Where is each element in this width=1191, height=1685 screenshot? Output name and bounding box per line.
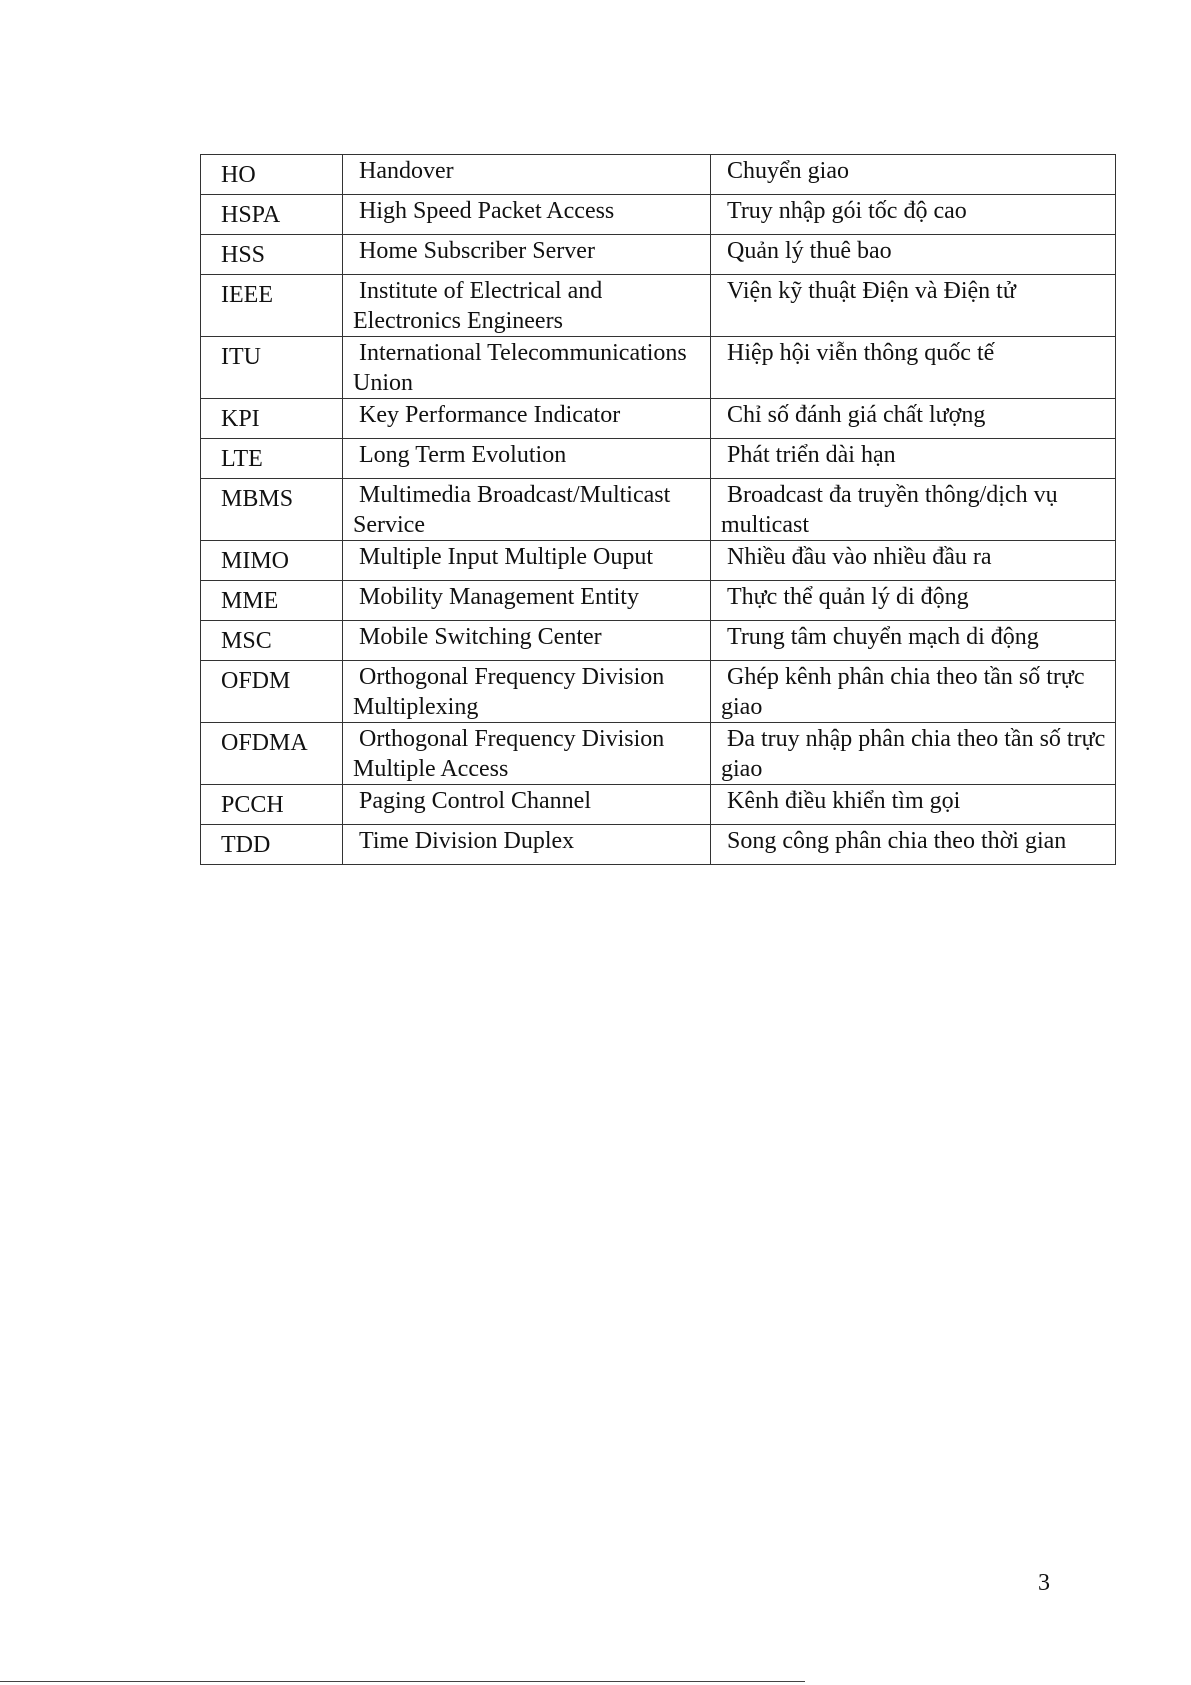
table-row xyxy=(201,581,1116,621)
vietnamese-term-cell: Chỉ số đánh giá chất lượng xyxy=(711,399,1116,439)
abbreviation-table xyxy=(200,154,1116,865)
abbreviation-cell: TDD xyxy=(201,825,343,865)
abbreviation-cell: KPI xyxy=(201,399,343,439)
abbreviation-cell: HO xyxy=(201,155,343,195)
table-row xyxy=(201,399,1116,439)
abbreviation-cell: MME xyxy=(201,581,343,621)
english-term-cell: Orthogonal Frequency Division Multiple Access xyxy=(343,723,711,785)
abbreviation-cell: HSPA xyxy=(201,195,343,235)
english-term-cell: Institute of Electrical and Electronics Engineers xyxy=(343,275,711,337)
table-row xyxy=(201,661,1116,723)
vietnamese-term-cell: Nhiều đầu vào nhiều đầu ra xyxy=(711,541,1116,581)
vietnamese-term-cell: Viện kỹ thuật Điện và Điện tử xyxy=(711,275,1116,337)
english-term-cell: Mobility Management Entity xyxy=(343,581,711,621)
table-row xyxy=(201,195,1116,235)
vietnamese-term-cell: Song công phân chia theo thời gian xyxy=(711,825,1116,865)
abbreviation-cell: LTE xyxy=(201,439,343,479)
table-row xyxy=(201,479,1116,541)
page-number: 3 xyxy=(1038,1570,1050,1596)
english-term-cell: Home Subscriber Server xyxy=(343,235,711,275)
abbreviation-cell: ITU xyxy=(201,337,343,399)
abbreviation-cell: OFDMA xyxy=(201,723,343,785)
english-term-cell: High Speed Packet Access xyxy=(343,195,711,235)
vietnamese-term-cell: Trung tâm chuyển mạch di động xyxy=(711,621,1116,661)
table-row xyxy=(201,155,1116,195)
english-term-cell: Handover xyxy=(343,155,711,195)
table-row xyxy=(201,621,1116,661)
table-row xyxy=(201,439,1116,479)
abbreviation-cell: MSC xyxy=(201,621,343,661)
table-row xyxy=(201,785,1116,825)
vietnamese-term-cell: Phát triển dài hạn xyxy=(711,439,1116,479)
vietnamese-term-cell: Đa truy nhập phân chia theo tần số trực giao xyxy=(711,723,1116,785)
english-term-cell: Multimedia Broadcast/Multicast Service xyxy=(343,479,711,541)
abbreviation-cell: MIMO xyxy=(201,541,343,581)
vietnamese-term-cell: Quản lý thuê bao xyxy=(711,235,1116,275)
abbreviation-cell: PCCH xyxy=(201,785,343,825)
vietnamese-term-cell: Kênh điều khiển tìm gọi xyxy=(711,785,1116,825)
vietnamese-term-cell: Hiệp hội viễn thông quốc tế xyxy=(711,337,1116,399)
vietnamese-term-cell: Broadcast đa truyền thông/dịch vụ multicast xyxy=(711,479,1116,541)
english-term-cell: Key Performance Indicator xyxy=(343,399,711,439)
english-term-cell: International Telecommunications Union xyxy=(343,337,711,399)
abbreviation-table-body xyxy=(201,155,1116,865)
table-row xyxy=(201,337,1116,399)
abbreviation-cell: MBMS xyxy=(201,479,343,541)
table-row xyxy=(201,275,1116,337)
english-term-cell: Multiple Input Multiple Ouput xyxy=(343,541,711,581)
english-term-cell: Orthogonal Frequency Division Multiplexing xyxy=(343,661,711,723)
vietnamese-term-cell: Ghép kênh phân chia theo tần số trực giao xyxy=(711,661,1116,723)
table-row xyxy=(201,235,1116,275)
vietnamese-term-cell: Truy nhập gói tốc độ cao xyxy=(711,195,1116,235)
abbreviation-cell: HSS xyxy=(201,235,343,275)
abbreviation-cell: IEEE xyxy=(201,275,343,337)
vietnamese-term-cell: Chuyển giao xyxy=(711,155,1116,195)
table-row xyxy=(201,825,1116,865)
vietnamese-term-cell: Thực thể quản lý di động xyxy=(711,581,1116,621)
table-row xyxy=(201,723,1116,785)
english-term-cell: Long Term Evolution xyxy=(343,439,711,479)
english-term-cell: Paging Control Channel xyxy=(343,785,711,825)
english-term-cell: Time Division Duplex xyxy=(343,825,711,865)
footer-divider xyxy=(0,1681,805,1682)
abbreviation-cell: OFDM xyxy=(201,661,343,723)
english-term-cell: Mobile Switching Center xyxy=(343,621,711,661)
table-row xyxy=(201,541,1116,581)
